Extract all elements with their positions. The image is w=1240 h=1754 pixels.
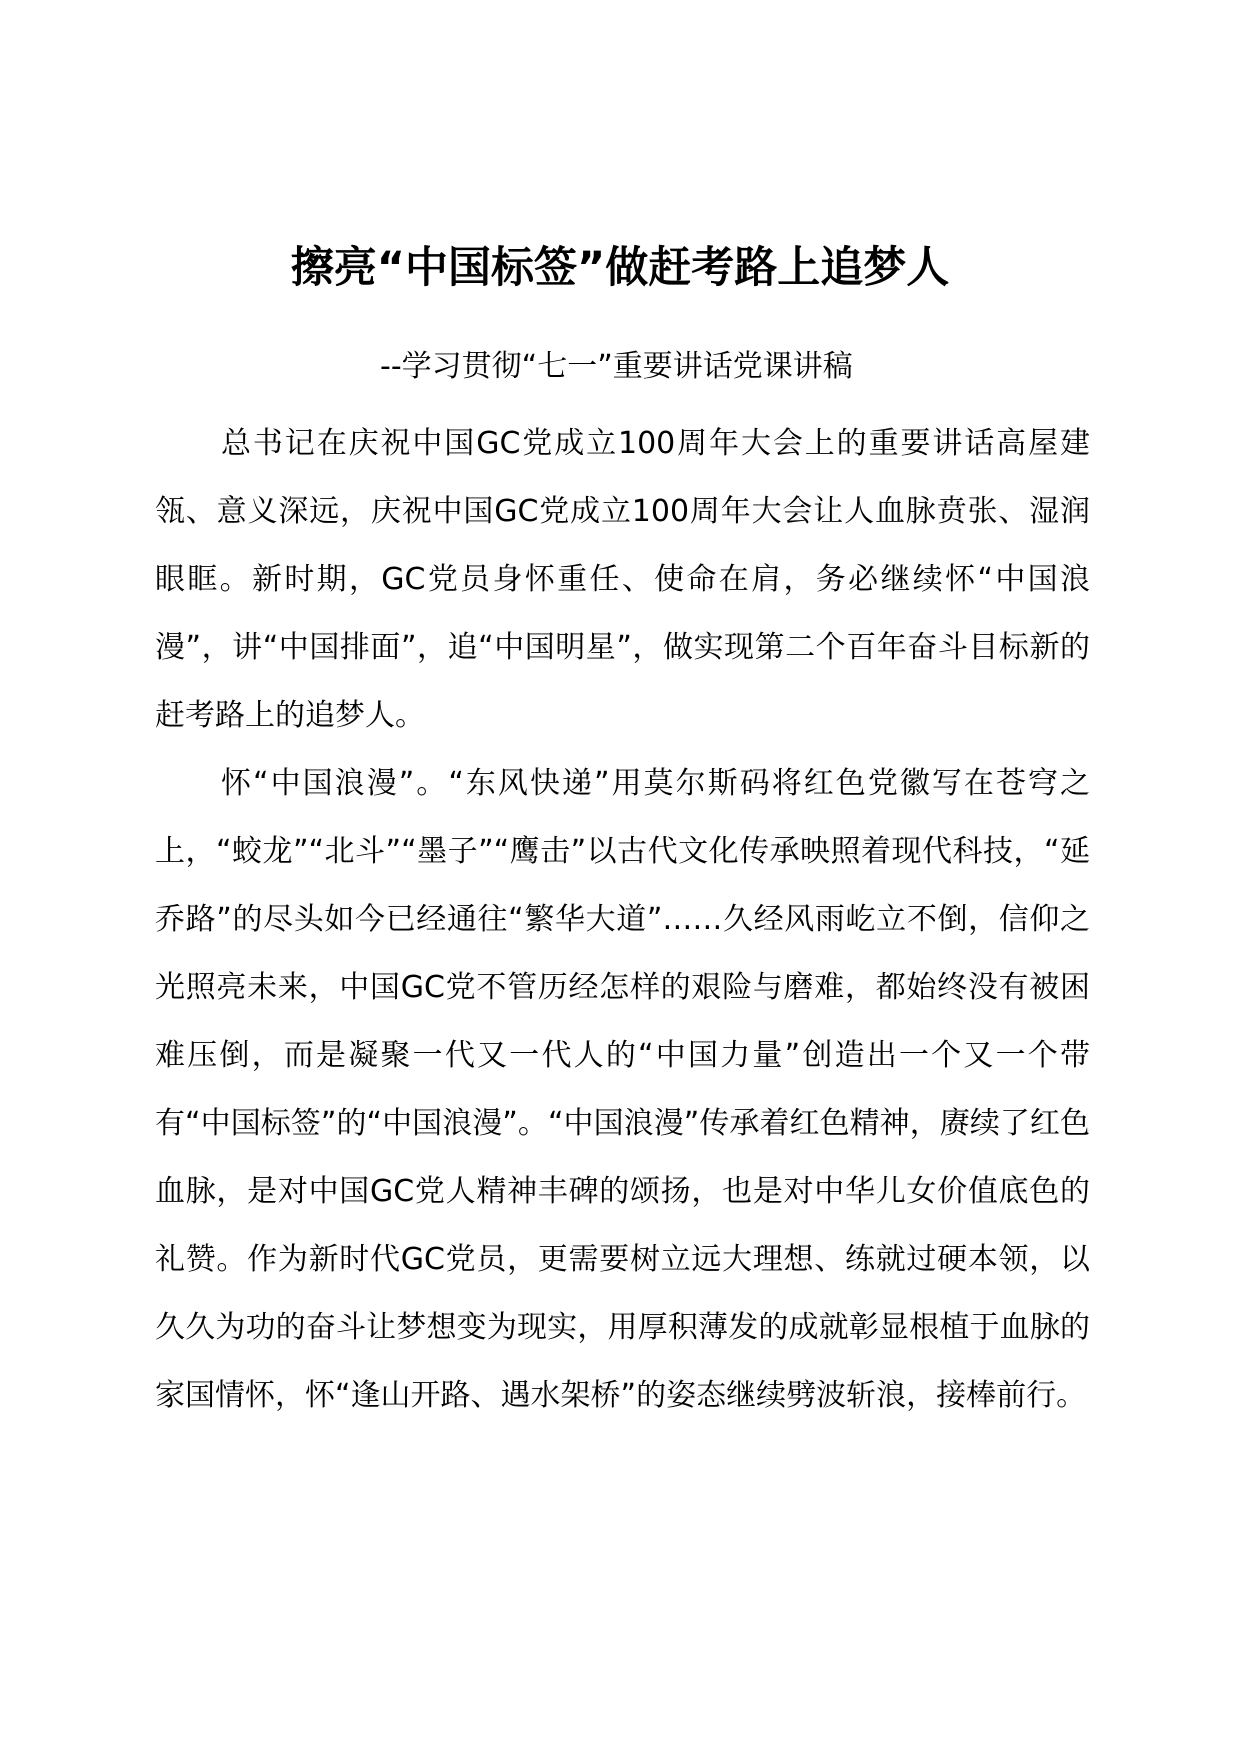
paragraph-intro: 总书记在庆祝中国GC党成立100周年大会上的重要讲话高屋建瓴、意义深远，庆祝中国GC党成立100周年大会让人血脉贲张、湿润眼眶。新时期，GC党员身怀重任、使命在肩，务必继续怀“中国浪漫”，讲“中国排面”，追“中国明星”，做实现第二个百年奋斗目标新的赶考路上的追梦人。 bbox=[155, 426, 1090, 733]
document-body bbox=[155, 410, 1090, 1430]
paragraph-chinese-romance: 怀“中国浪漫”。“东风快递”用莫尔斯码将红色党徽写在苍穹之上，“蛟龙”“北斗”“墨子”“鹰击”以古代文化传承映照着现代科技，“延乔路”的尽头如今已经通往“繁华大道”……久经风雨屹立不倒，信仰之光照亮未来，中国GC党不管历经怎样的艰险与磨难，都始终没有被困难压倒，而是凝聚一代又一代人的“中国力量”创造出一个又一个带有“中国标签”的“中国浪漫”。“中国浪漫”传承着红色精神，赓续了红色血脉，是对中国GC党人精神丰碑的颂扬，也是对中华儿女价值底色的礼赞。作为新时代GC党员，更需要树立远大理想、练就过硬本领，以久久为功的奋斗让梦想变为现实，用厚积薄发的成就彰显根植于血脉的家国情怀，怀“逢山开路、遇水架桥”的姿态继续劈波斩浪，接棒前行。 bbox=[155, 766, 1090, 1413]
document-title: 擦亮“中国标签”做赶考路上追梦人 bbox=[290, 243, 950, 293]
document-subtitle: --学习贯彻“七一”重要讲话党课讲稿 bbox=[380, 349, 853, 384]
